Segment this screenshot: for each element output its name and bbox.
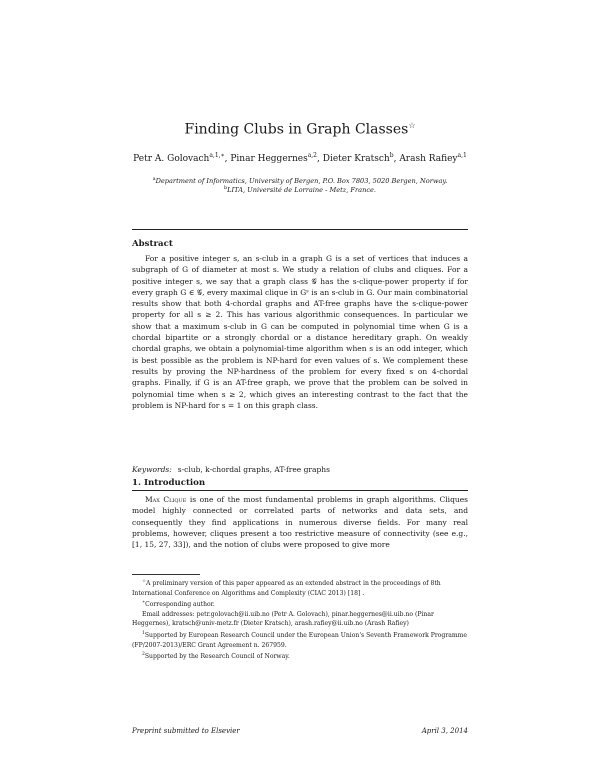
affiliation-a (0, 176, 600, 185)
footnote (132, 610, 468, 629)
footnote-text: Supported by European Research Council under the European Union's Seventh Framework Programme (FP/2007-2013)/ERC Grant Agreement n. 267959. (132, 632, 468, 649)
author-name: Petr A. Golovach (133, 154, 210, 164)
author-name: Arash Rafiey (399, 154, 458, 164)
introduction-text: is one of the most fundamental problems in graph algorithms. Cliques model highly connected or correlated parts of networks and data sets, and consequently they find applications in numerous diverse fields. For many real problems, however, cliques present a too restrictive measure of connectivity (see e.g., [1, 15, 27, 33]), and the notion of clubs were proposed to give more (132, 495, 469, 550)
title-text: Finding Clubs in Graph Classes (184, 121, 409, 138)
footnote (132, 577, 468, 598)
footnote (132, 650, 468, 662)
introduction-body (132, 494, 468, 550)
footnote-rule (132, 574, 200, 575)
footnote-text: Corresponding author. (145, 601, 215, 609)
affiliation-text: LITA, Université de Lorraine - Metz, France. (227, 186, 377, 195)
introduction-paragraph (132, 494, 468, 550)
preprint-date: April 3, 2014 (421, 727, 468, 735)
section-heading-introduction: 1. Introduction (132, 478, 206, 488)
footnote-text: Supported by the Research Council of Norway. (144, 653, 290, 661)
author-list: Petr A. Golovach$^{a,1,∗}$, Pinar Heggernes$^{a,2}$, Dieter Kratsch$^b$, Arash Rafiey$^{a,1}$ (133, 152, 467, 164)
keywords-text: s-club, k-chordal graphs, AT-free graphs (177, 465, 330, 474)
abstract-paragraph: For a positive integer s, an s-club in a graph G is a set of vertices that induces a subgraph of G of diameter at most s. We study a relation of clubs and cliques. For a positive integer s, we say that a graph class 𝒢 has the s-clique-power property if for every graph G ∈ 𝒢, every maximal clique in Gˢ is an s-club in G. Our main combinatorial results show that both 4-chordal graphs and AT-free graphs have the s-clique-power property for all s ≥ 2. This has various algorithmic consequences. In particular we show that a maximum s-club in G can be computed in polynomial time when G is a chordal bipartite or a strongly chordal or a distance hereditary graph. On weakly chordal graphs, we obtain a polynomial-time algorithm when s is an odd integer, which is best possible as the problem is NP-hard for even values of s. We complement these results by proving the NP-hardness of the problem for every fixed s on 4-chordal graphs. Finally, if G is an AT-free graph, we prove that the problem can be solved in polynomial time when s ≥ 2, which gives an interesting contrast to the fact that the problem is NP-hard for s = 1 on this graph class. (132, 254, 468, 410)
author-affil-mark: a,1,∗ (209, 152, 225, 159)
title-footnote-mark: ☆ (408, 121, 416, 130)
abstract-top-rule (132, 229, 468, 230)
paper-title (0, 121, 600, 138)
affiliation-text: Department of Informatics, University of Bergen, P.O. Box 7803, 5020 Bergen, Norway. (155, 177, 448, 186)
max-clique-term: Max Clique (145, 495, 187, 504)
footnote-mark: ∗ (142, 600, 146, 606)
author-name: Dieter Kratsch (322, 154, 390, 164)
footnote-mark: ☆ (142, 579, 147, 584)
keywords (132, 465, 330, 474)
abstract-body (132, 253, 468, 411)
footnote-text: A preliminary version of this paper appeared as an extended abstract in the proceedings of 8th International Conference on Algorithms and Complexity (CIAC 2013) [18] . (132, 580, 441, 597)
footnote-mark: 1 (142, 631, 145, 637)
footnote-mark: 2 (142, 652, 145, 658)
footnote (132, 629, 468, 650)
author-affil-mark: b (389, 152, 394, 159)
footnote (132, 598, 468, 610)
affiliation-mark: a (152, 176, 156, 182)
author-affil-mark: a,2 (307, 152, 317, 159)
abstract-heading: Abstract (132, 239, 173, 249)
keywords-label: Keywords: (132, 465, 172, 474)
affiliation-mark: b (223, 185, 228, 191)
preprint-notice: Preprint submitted to Elsevier (132, 727, 240, 735)
affiliation-b (0, 185, 600, 194)
author-affil-mark: a,1 (457, 152, 467, 159)
abstract-bottom-rule (132, 490, 468, 491)
footnote-text: Email addresses: petr.golovach@ii.uib.no (Petr A. Golovach), pinar.heggernes@ii.uib.no (Pinar Heggernes), kratsch@univ-metz.fr (Dieter Kratsch), arash.rafiey@ii.uib.no (Arash Rafiey) (132, 610, 434, 628)
author-name: Pinar Heggernes (230, 154, 308, 164)
footnotes (132, 577, 468, 662)
